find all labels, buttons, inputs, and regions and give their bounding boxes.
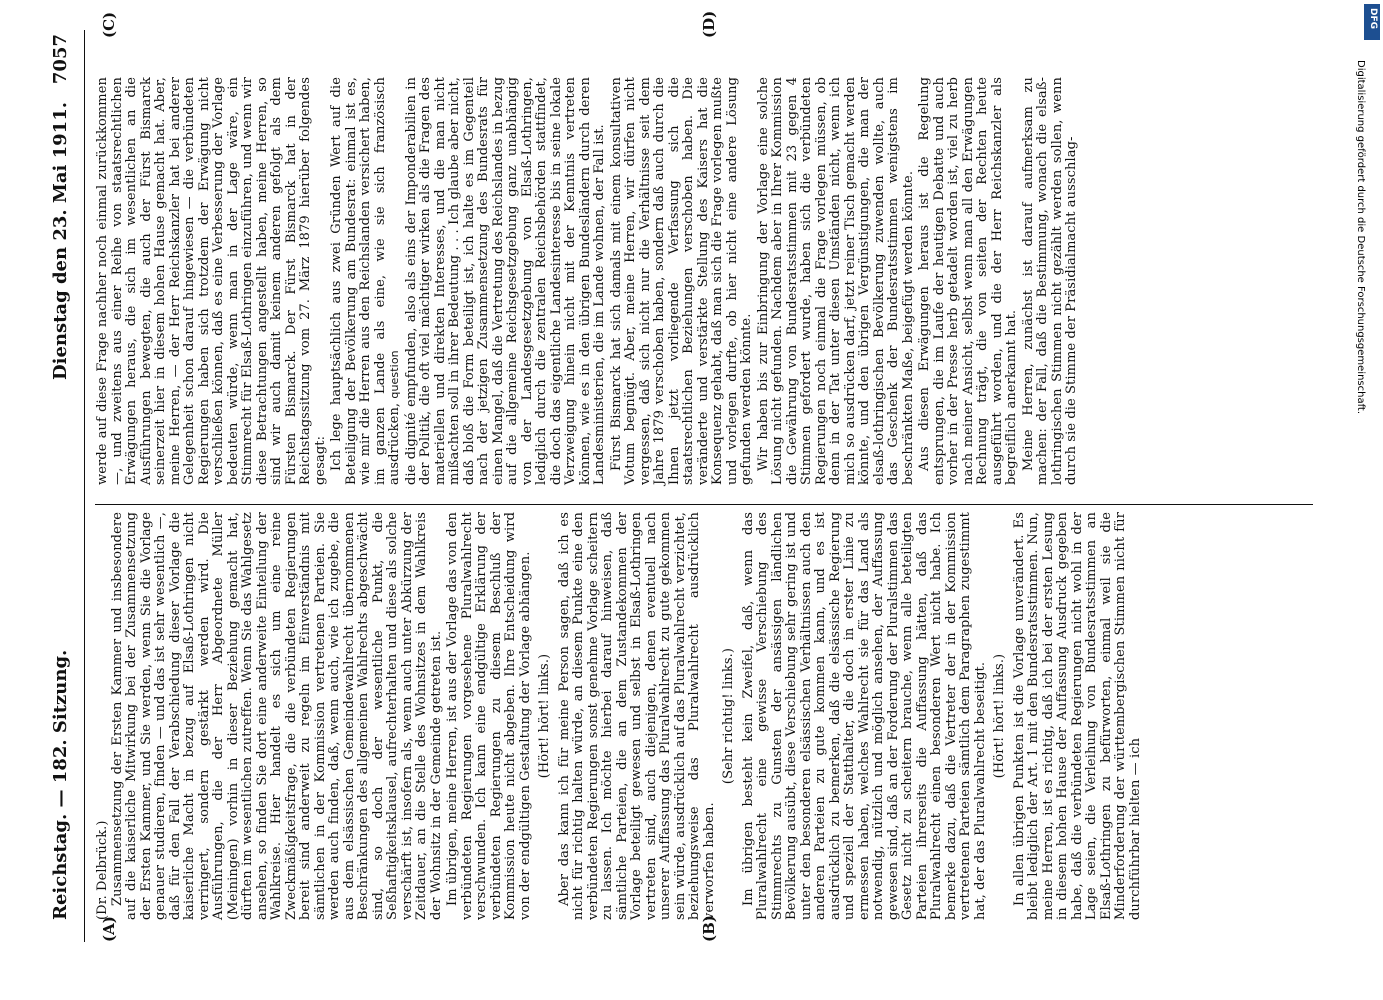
column-divider bbox=[95, 504, 1313, 505]
paragraph: Im übrigen besteht kein Zweifel, daß, wenn das Pluralwahlrecht eine gewisse Verschiebung des Stimmrechts zu Gunsten der ansässigen ländlichen Bevölkerung ausübt, diese Verschiebung sehr gering ist und unter den besonderen elsässischen Verhältnissen auch den anderen Parteien zu gute kommen kann, und es ist ausdrücklich zu bemerken, daß die elsässische Regierung und speziell der Statthalter, die doch in erster Linie zu ermessen haben, welches Wahlrecht sie für das Land als notwendig, nützlich und möglich ansehen, der Auffassung gewesen sind, daß an der Forderung der Pluralstimmen das Gesetz nicht zu scheitern brauche, wenn alle beteiligten Parteien ihrerseits die Auffassung hätten, daß das Pluralwahlrecht einen besonderen Wert nicht habe. Ich bemerke dazu, daß die Vertreter der in der Kommission vertretenen Parteien sämtlich dem Paragraphen zugestimmt hat, der das Pluralwahlrecht beseitigt. bbox=[740, 512, 988, 920]
margin-mark-d: (D) bbox=[700, 10, 718, 38]
margin-mark-b: (B) bbox=[700, 915, 718, 942]
left-column bbox=[96, 512, 1145, 920]
foreign-word: question bbox=[388, 350, 401, 399]
paragraph: Aber das kann ich für meine Person sagen, daß ich es nicht für richtig halten würde, an diesem Punkte eine den verbündeten Regierungen sonst genehme Vorlage scheitern zu lassen. Ich möchte hierbei darauf hinweisen, daß sämtliche Parteien, die an dem Zustandekommen der Vorlage beteiligt gewesen und selbst in Elsaß-Lothringen vertreten sind, auch diejenigen, denen eventuell nach unserer Auffassung das Pluralwahlrecht zu gute gekommen sein würde, ausdrücklich auf das Pluralwahlrecht verzichtet, beziehungsweise das Pluralwahlrecht ausdrücklich verworfen haben. bbox=[556, 512, 717, 920]
paragraph: In allen übrigen Punkten ist die Vorlage unverändert. Es bleibt lediglich der Art. 1 mit den Bundesratsstimmen. Nun, meine Herren, ist es richtig, daß ich bei der ersten Lesung in diesem hohen Hause der Auffassung Ausdruck gegeben habe, daß die verbündeten Regierungen nicht wohl in der Lage seien, die Verleihung von Bundesratsstimmen an Elsaß-Lothringen zu befürworten, einmal weil sie die Minderforderung der württembergischen Stimmen nicht für durchführbar hielten — ich bbox=[1011, 512, 1143, 920]
speaker-label: (Dr. Delbrück.) bbox=[95, 820, 110, 920]
interjection: (Hört! hört! links.) bbox=[537, 653, 552, 779]
paragraph: werde auf diese Frage nachher noch einmal zurückkommen —, und zweitens aus einer Reihe von staatsrechtlichen Erwägungen heraus, die sich im wesentlichen an die Ausführungen bewegten, die auch der Fürst Bismarck seinerzeit hier in diesem hohen Hause gemacht hat. Aber, meine Herren, — der Herr Reichskanzler hat bei anderer Gelegenheit schon darauf hingewiesen — die verbündeten Regierungen haben sich trotzdem der Erwägung nicht verschließen können, daß es eine Verbesserung der Vorlage bedeuten würde, wenn man in der Lage wäre, ein Stimmrecht für Elsaß-Lothringen einzuführen, und wenn wir diese Betrachtungen angestellt haben, meine Herren, so sind wir auch damit keinem anderen gefolgt als dem Fürsten Bismarck. Der Fürst Bismarck hat in der Reichstagssitzung vom 27. März 1879 hierüber folgendes gesagt: bbox=[95, 77, 328, 485]
right-column bbox=[96, 77, 1082, 485]
digitization-credit: Digitalisierung gefördert durch die Deutsche Forschungsgemeinschaft. bbox=[1355, 60, 1366, 415]
paragraph: Fürst Bismarck hat sich damals mit einem konsultativen Votum begnügt. Aber, meine Herren, wir dürfen nicht vergessen, daß sich nicht nur die Verhältnisse seit dem Jahre 1879 verschoben haben, sondern daß auch durch die Ihnen jetzt vorliegende Verfassung sich die staatsrechtlichen Beziehungen verschoben haben. Die veränderte und verstärkte Stellung des Kaisers hat die Konsequenz gehabt, daß man sich die Frage vorlegen mußte und vorlegen durfte, ob hier nicht eine andere Lösung gefunden werden könnte. bbox=[608, 77, 754, 485]
margin-mark-a: (A) bbox=[100, 916, 118, 942]
paragraph: Wir haben bis zur Einbringung der Vorlage eine solche Lösung nicht gefunden. Nachdem aber in Ihrer Kommission die Gewährung von Bundesratsstimmen mit 23 gegen 4 Stimmen gefordert wurde, haben sich die verbündeten Regierungen noch einmal die Frage vorlegen müssen, ob denn in der Tat unter diesen Umständen nicht, wenn ich mich so ausdrücken darf, jetzt reiner Tisch gemacht werden könnte, und den übrigen Vergünstigungen, die man der elsaß-lothringischen Bevölkerung zuwenden wollte, auch das Geschenk der Bundesratsstimmen wenigstens im beschränkten Maße, beigefügt werden könnte. bbox=[755, 77, 916, 485]
paragraph: Meine Herren, zunächst ist darauf aufmerksam zu machen: der Fall, daß die Bestimmung, wonach die elsaß-lothringischen Stimmen nicht gezählt werden sollen, wenn durch sie die Stimme der Präsidialmacht ausschlag- bbox=[1020, 77, 1079, 485]
page-number: 7057 bbox=[50, 34, 71, 85]
paragraph: Aus diesen Erwägungen heraus ist die Regelung entsprungen, die im Laufe der heutigen Debatte und auch vorher in der Presse herb getadelt worden ist, viel zu herb nach meiner Ansicht, selbst wenn man all den Erwägungen Rechnung trägt, die von seiten der Rechten heute ausgeführt worden, und die der Herr Reichskanzler als begreiflich anerkannt hat. bbox=[917, 77, 1019, 485]
paragraph: Zusammensetzung der Ersten Kammer und insbesondere auf die kaiserliche Mitwirkung bei der Zusammensetzung der Ersten Kammer, und Sie werden, wenn Sie die Vorlage genauer studieren, finden — und das ist sehr wesentlich —, daß für den Fall der Verabschiedung dieser Vorlage die kaiserliche Macht in bezug auf Elsaß-Lothringen nicht verringert, sondern gestärkt werden wird. Die Ausführungen, die der Herr Abgeordnete Müller (Meiningen) vorhin in dieser Beziehung gemacht hat, dürften im wesentlichen zutreffen. Wenn Sie das Wahlgesetz ansehen, so finden Sie dort eine anderweite Einteilung der Wahlkreise. Hier handelt es sich um eine reine Zweckmäßigkeitsfrage, die die verbündeten Regierungen bereit sind anderweit zu regeln im Einverständnis mit sämtlichen in der Kommission vertretenen Parteien. Sie werden auch finden, daß, wenn auch, wie ich zugebe, die aus dem elsässischen Gemeindewahlrecht übernommenen Beschränkungen des allgemeinen Wahlrechts abgeschwächt sind, so doch der wesentliche Punkt, die Seßhaftigkeitsklausel, aufrechterhalten und diese als solche verschärft ist, insofern als, wenn auch unter Abkürzung der Zeitdauer, an die Stelle des Wohnsitzes in dem Wahlkreis der Wohnsitz in der Gemeinde getreten ist. bbox=[109, 512, 444, 920]
running-head-date: Dienstag den 23. Mai 1911. bbox=[50, 102, 71, 380]
margin-mark-c: (C) bbox=[100, 11, 118, 38]
quote-text: Ich lege hauptsächlich aus zwei Gründen Wert auf die Beteiligung der Bevölkerung am Bundesrat: einmal ist es, wie mir die Herren aus den Reichslanden versichert haben, im ganzen Lande als eine, wie sie sich französisch ausdrücken, bbox=[329, 77, 402, 485]
quote-paragraph: die dignité empfunden, also als eins der Imponderabilien in der Politik, die oft viel mächtiger wirken als die Fragen des materiellen und direkten Interesses, und die man nicht mißachten soll in ihrer Bedeutung . . . Ich glaube aber nicht, daß bloß die Form beteiligt ist, ich halte es im Gegenteil nach der jetzigen Zusammensetzung des Bundesrats für einen Mangel, daß die Vertretung des Reichslandes in bezug auf die allgemeine Reichsgesetzgebung ganz unabhängig von der Landesgesetzgebung von Elsaß-Lothringen, lediglich durch die zentralen Reichsbehörden stattfindet, die doch das eigentliche Landesinteresse bis in seine lokale Verzweigung hinein nicht mit der Kenntnis vertreten können, wie es in den übrigen Bundesländern durch deren Landesministerien, die im Lande wohnen, der Fall ist. bbox=[403, 77, 607, 485]
paragraph: Im übrigen, meine Herren, ist aus der Vorlage das von den verbündeten Regierungen vorgesehene Pluralwahlrecht verschwunden. Ich kann eine endgültige Erklärung der verbündeten Regierungen zu diesem Beschluß der Kommission heute nicht abgeben. Ihre Entscheidung wird von der endgültigen Gestaltung der Vorlage abhängen. bbox=[445, 512, 533, 920]
interjection: (Hört! hört! links.) bbox=[992, 653, 1007, 779]
dfg-logo bbox=[1364, 4, 1380, 40]
interjection: (Sehr richtig! links.) bbox=[721, 647, 736, 785]
quote-paragraph bbox=[330, 77, 403, 485]
running-head-left: Reichstag. — 182. Sitzung. bbox=[50, 649, 71, 920]
dfg-logo-text: DFG bbox=[1368, 8, 1378, 30]
header-rule bbox=[84, 30, 85, 942]
